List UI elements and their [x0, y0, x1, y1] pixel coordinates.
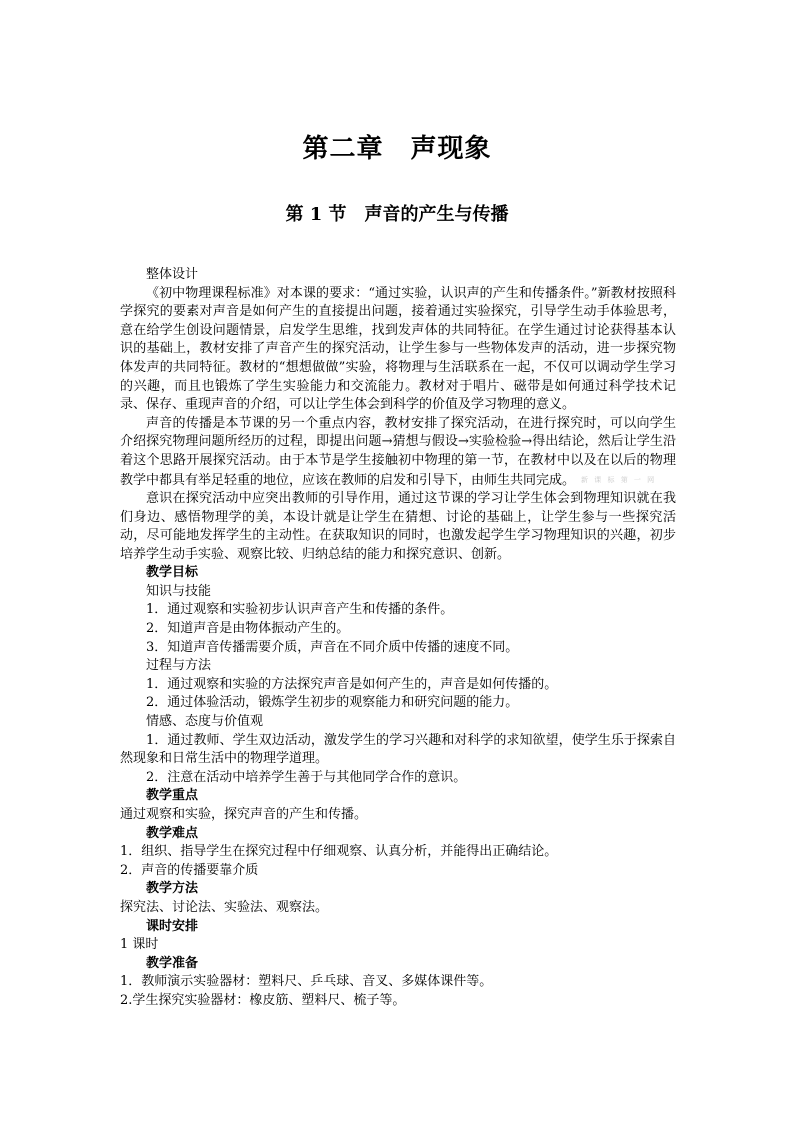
preparation-item: 1．教师演示实验器材：塑料尺、乒乓球、音叉、多媒体课件等。 [120, 974, 493, 990]
key-points-text: 通过观察和实验，探究声音的产生和传播。 [120, 807, 368, 823]
objectives-heading: 教学目标 [146, 565, 199, 581]
emotion-item: 2．注意在活动中培养学生善于与其他同学合作的意识。 [146, 769, 467, 785]
emotion-item: 1．通过教师、学生双边活动，激发学生的学习兴趣和对科学的求知欲望，使学生乐于探索自然现象和日常生活中的物理学道理。 [120, 732, 676, 767]
document-body [120, 266, 676, 1011]
overall-design-heading: 整体设计 [146, 267, 199, 282]
overall-design-paragraph-1: 《初中物理课程标准》对本课的要求：“通过实验，认识声的产生和传播条件。”新教材按照科学探究的要素对声音是如何产生的直接提出问题，接着通过实验探究，引导学生动手体验思考，意在给学生创设问题情景，启发学生思维，找到发声体的共同特征。在学生通过讨论获得基本认识的基础上，教材安排了声音产生的探究活动，让学生参与一些物体发声的活动，进一步探究物体发声的共同特征。教材的“想想做做”实验，将物理与生活联系在一起，不仅可以调动学生学习的兴趣，而且也锻炼了学生实验能力和交流能力。教材对于唱片、磁带是如何通过科学技术记录、保存、重现声音的介绍，可以让学生体会到科学的价值及学习物理的意义。 [120, 285, 676, 413]
overall-design-paragraph-2 [120, 415, 676, 490]
knowledge-item: 2．知道声音是由物体振动产生的。 [146, 621, 350, 637]
section-title: 第 1 节 声音的产生与传播 [285, 204, 509, 225]
schedule-text: 1 课时 [120, 937, 159, 953]
difficulty-item: 1．组织、指导学生在探究过程中仔细观察、认真分析，并能得出正确结论。 [120, 844, 558, 860]
process-heading: 过程与方法 [146, 658, 212, 674]
process-item: 1．通过观察和实验的方法探究声音是如何产生的，声音是如何传播的。 [146, 676, 558, 692]
difficulties-heading: 教学难点 [146, 825, 199, 841]
emotion-heading: 情感、态度与价值观 [146, 714, 264, 730]
knowledge-item: 3．知道声音传播需要介质，声音在不同介质中传播的速度不同。 [146, 639, 519, 655]
methods-heading: 教学方法 [146, 881, 199, 897]
preparation-item: 2.学生探究实验器材：橡皮筋、塑料尺、梳子等。 [120, 992, 406, 1008]
paragraph-2-text: 声音的传播是本节课的另一个重点内容，教材安排了探究活动，在进行探究时，可以向学生介绍探究物理问题所经历的过程，即提出问题→猜想与假设→实验检验→得出结论，然后让学生沿着这个思路开展探究活动。由于本节是学生接触初中物理的第一节，在教材中以及在以后的物理教学中都具有举足轻重的地位，应该在教师的启发和引导下，由师生共同完成。 [120, 415, 676, 488]
overall-design-paragraph-3: 意识在探究活动中应突出教师的引导作用，通过这节课的学习让学生体会到物理知识就在我们身边、感悟物理学的美，本设计就是让学生在猜想、讨论的基础上，让学生参与一些探究活动，尽可能地发挥学生的主动性。在获取知识的同时，也激发起学生学习物理知识的兴趣，初步培养学生动手实验、观察比较、归纳总结的能力和探究意识、创新。 [120, 490, 676, 562]
process-item: 2．通过体验活动，锻炼学生初步的观察能力和研究问题的能力。 [146, 695, 519, 711]
methods-text: 探究法、讨论法、实验法、观察法。 [120, 899, 329, 915]
preparation-heading: 教学准备 [146, 955, 199, 971]
chapter-title: 第二章 声现象 [302, 134, 492, 164]
key-points-heading: 教学重点 [146, 788, 199, 804]
knowledge-item: 1．通过观察和实验初步认识声音产生和传播的条件。 [146, 602, 454, 618]
difficulty-item: 2．声音的传播要靠介质 [120, 862, 259, 878]
knowledge-heading: 知识与技能 [146, 583, 212, 599]
schedule-heading: 课时安排 [146, 918, 199, 934]
watermark-text: 新 课 标 第 一 网 [581, 475, 657, 484]
